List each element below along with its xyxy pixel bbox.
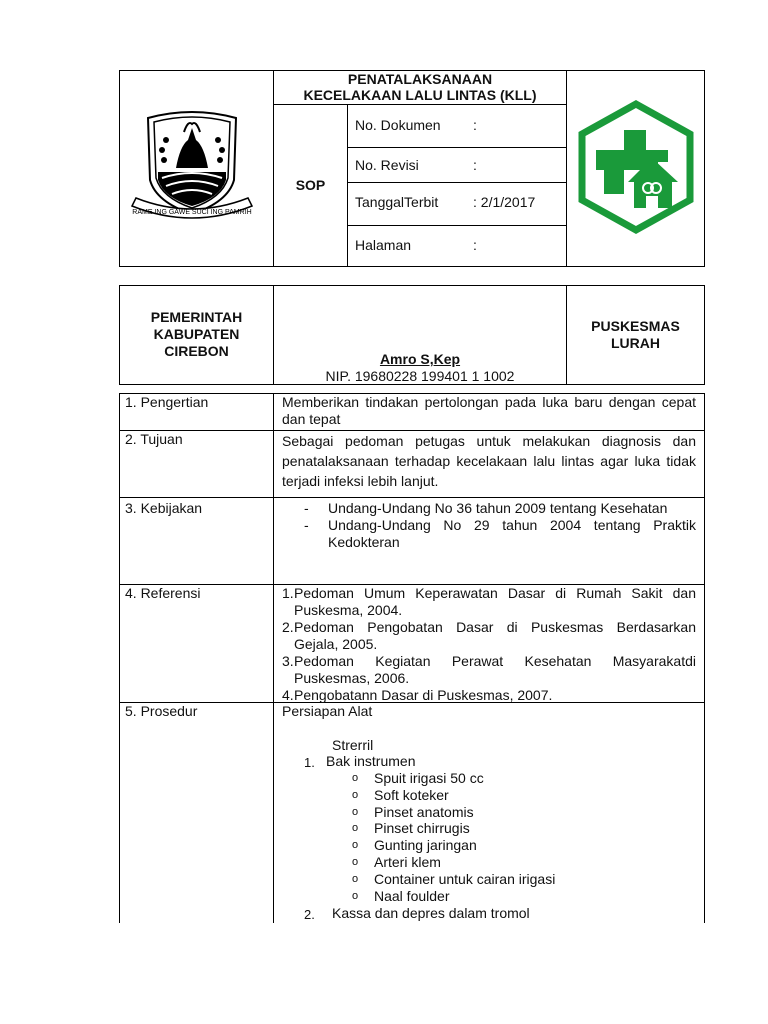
list-item: 4. Pengobatann Dasar di Puskesmas, 2007. xyxy=(282,687,696,704)
referensi-item-4: Pengobatann Dasar di Puskesmas, 2007. xyxy=(294,687,553,703)
kebijakan-item-1: Undang-Undang No 36 tahun 2009 tentang Kesehatan xyxy=(328,500,668,516)
list-item: o Arteri klem xyxy=(352,853,441,870)
referensi-item-1: Pedoman Umum Keperawatan Dasar di Rumah Sakit dan Puskesma, 2004. xyxy=(294,585,696,618)
row-text-tujuan: Sebagai pedoman petugas untuk melakukan diagnosis dan penatalaksanaan terhadap kecelakaan lalu lintas agar luka tidak terjadi infeksi lebih lanjut. xyxy=(282,433,696,489)
list-item: o Gunting jaringan xyxy=(352,837,477,854)
meta-label-dokumen: No. Dokumen xyxy=(355,117,441,133)
list-item: o Spuit irigasi 50 cc xyxy=(352,770,484,786)
row-text-pengertian: Memberikan tindakan pertolongan pada luka baru dengan cepat dan tepat xyxy=(282,394,696,427)
meta-value-revisi: : xyxy=(473,157,477,173)
list-item: 1. Pedoman Umum Keperawatan Dasar di Rumah Sakit dan Puskesma, 2004. xyxy=(282,585,696,618)
list-item: o Pinset chirrugis xyxy=(352,820,470,837)
prosedur-item2-number: 2. xyxy=(304,907,315,922)
document-title-line1: PENATALAKSANAAN xyxy=(347,71,493,87)
bak-instrumen-sublist xyxy=(352,770,692,904)
puskesmas-line1: PUSKESMAS xyxy=(591,318,680,334)
meta-label-halaman: Halaman xyxy=(355,237,412,253)
gov-line1: PEMERINTAH xyxy=(150,309,243,325)
list-item: o Naal foulder xyxy=(352,887,450,904)
sop-label: SOP xyxy=(295,177,326,193)
prosedur-subheading: Strerril xyxy=(332,737,374,753)
row-label-pengertian: 1. Pengertian xyxy=(125,394,209,410)
kebijakan-item-2: Undang-Undang No 29 tahun 2004 tentang Praktik Kedokteran xyxy=(328,517,696,550)
row-label-prosedur: 5. Prosedur xyxy=(125,703,198,719)
row-label-referensi: 4. Referensi xyxy=(125,585,201,601)
list-item: - Undang-Undang No 29 tahun 2004 tentang Praktik Kedokteran xyxy=(304,517,696,550)
list-item: o Soft koteker xyxy=(352,786,449,803)
svg-text:RAME ING GAWE SUCI ING PAMRIH: RAME ING GAWE SUCI ING PAMRIH xyxy=(132,209,252,216)
cirebon-crest-logo xyxy=(128,110,256,226)
list-item: - Undang-Undang No 36 tahun 2009 tentang Kesehatan xyxy=(282,500,696,517)
list-item: 2. Pedoman Pengobatan Dasar di Puskesmas Berdasarkan Gejala, 2005. xyxy=(282,619,696,652)
list-item: o Container untuk cairan irigasi xyxy=(352,870,556,887)
prosedur-item1: Bak instrumen xyxy=(326,753,416,769)
gov-line3: CIREBON xyxy=(164,343,229,359)
prosedur-item1-number: 1. xyxy=(304,755,315,770)
puskesmas-logo xyxy=(576,100,696,234)
meta-value-halaman: : xyxy=(473,237,477,253)
meta-value-tanggal: : 2/1/2017 xyxy=(473,194,536,210)
kebijakan-list xyxy=(282,500,696,551)
list-item: 3. Pedoman Kegiatan Perawat Kesehatan Masyarakatdi Puskesmas, 2006. xyxy=(282,653,696,686)
referensi-item-3: Pedoman Kegiatan Perawat Kesehatan Masyarakatdi Puskesmas, 2006. xyxy=(294,653,696,686)
referensi-list xyxy=(282,585,696,704)
meta-label-tanggal: TanggalTerbit xyxy=(355,194,439,210)
prosedur-item2: Kassa dan depres dalam tromol xyxy=(332,905,530,921)
row-label-tujuan: 2. Tujuan xyxy=(125,431,183,447)
prosedur-heading: Persiapan Alat xyxy=(282,703,373,719)
gov-line2: KABUPATEN xyxy=(153,326,240,342)
list-item: o Pinset anatomis xyxy=(352,803,474,820)
referensi-item-2: Pedoman Pengobatan Dasar di Puskesmas Berdasarkan Gejala, 2005. xyxy=(294,619,696,652)
row-label-kebijakan: 3. Kebijakan xyxy=(125,500,203,516)
document-title-line2: KECELAKAAN LALU LINTAS (KLL) xyxy=(303,87,537,103)
meta-value-dokumen: : xyxy=(473,117,477,133)
meta-label-revisi: No. Revisi xyxy=(355,157,419,173)
signer-nip: NIP. 19680228 199401 1 1002 xyxy=(325,368,515,384)
puskesmas-line2: LURAH xyxy=(611,335,660,351)
signer-name: Amro S,Kep xyxy=(379,351,461,367)
